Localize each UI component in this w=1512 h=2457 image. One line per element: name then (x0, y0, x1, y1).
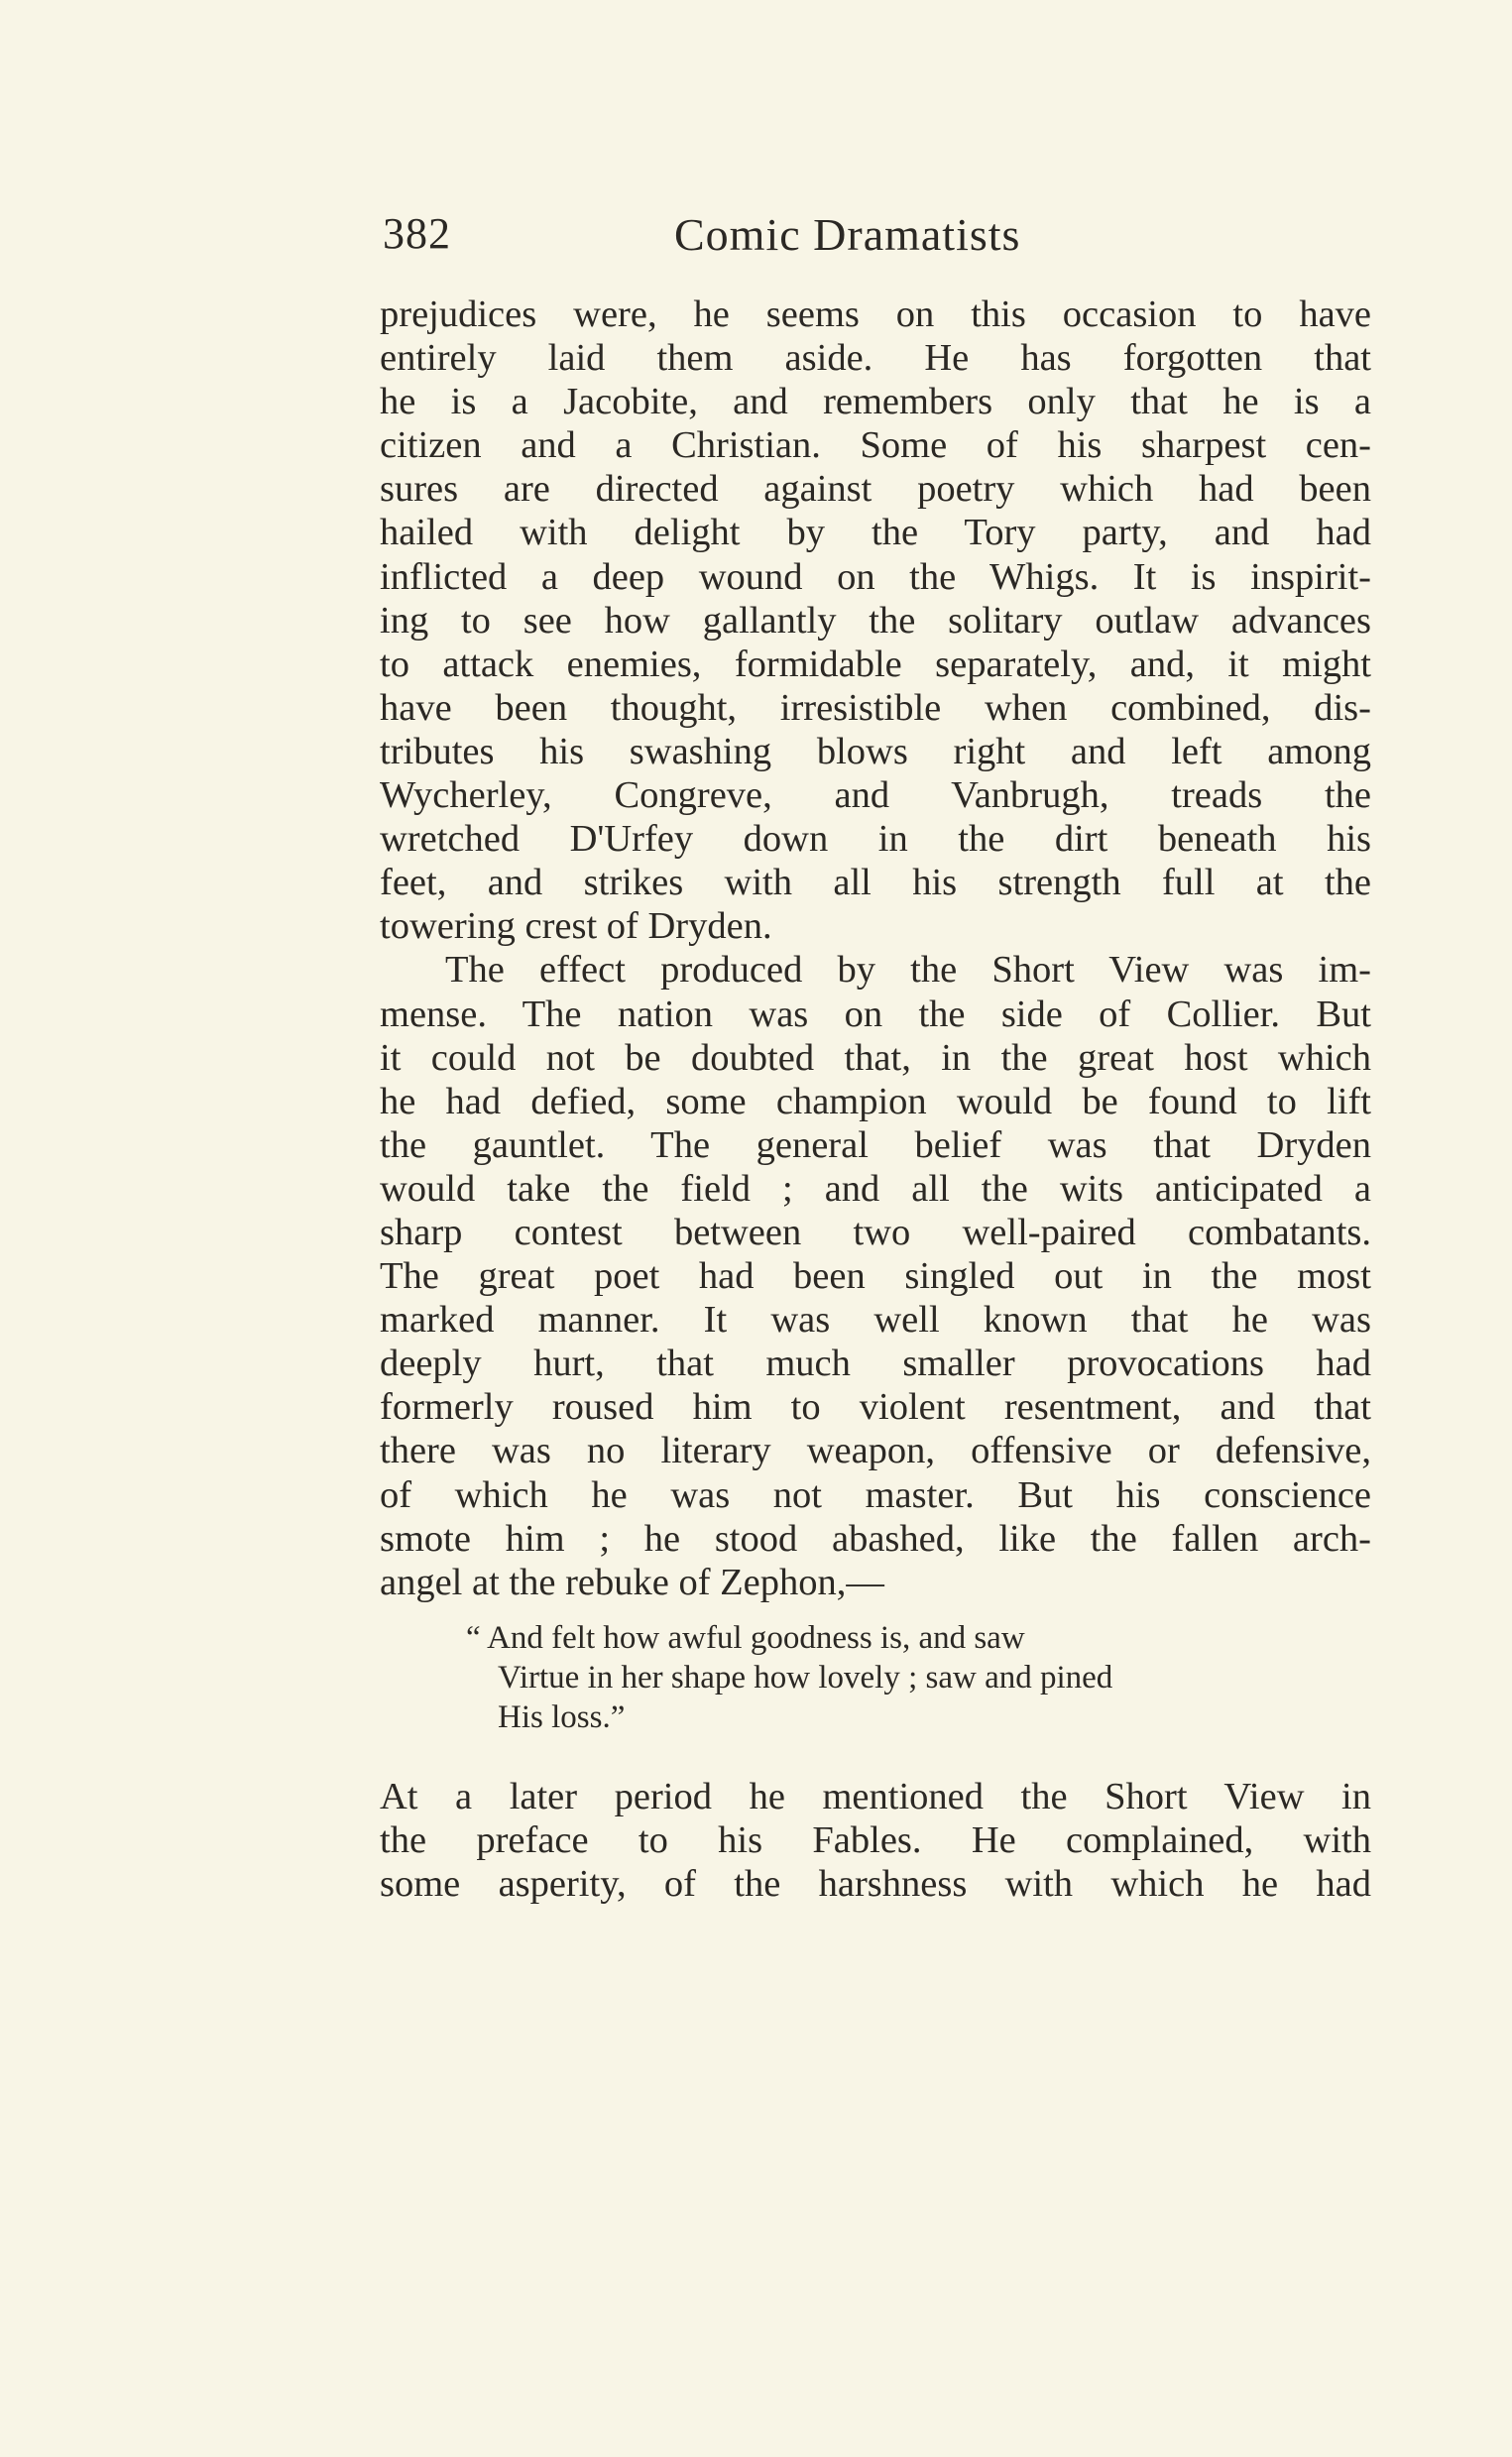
text-line: there was no literary weapon, offensive or defensive, (380, 1430, 1371, 1472)
text-line: wretched D'Urfey down in the dirt beneath his (380, 818, 1371, 861)
text-line: would take the field ; and all the wits anticipated a (380, 1167, 1371, 1210)
page-header (383, 208, 1374, 268)
text-line: hailed with delight by the Tory party, and had (380, 512, 1371, 554)
quotation-line: His loss.” (498, 1699, 626, 1735)
quotation-line: “ And felt how awful goodness is, and saw (466, 1620, 1025, 1656)
text-line: sharp contest between two well-paired combatants. (380, 1211, 1371, 1253)
block-quotation (466, 1618, 1358, 1737)
text-line: some asperity, of the harshness with which he had (380, 1863, 1371, 1906)
text-line: tributes his swashing blows right and left among (380, 730, 1371, 772)
text-line: smote him ; he stood abashed, like the fallen arch- (380, 1517, 1371, 1560)
text-line: The effect produced by the Short View was im- (445, 949, 1371, 992)
text-line: deeply hurt, that much smaller provocations had (380, 1343, 1371, 1385)
text-line: feet, and strikes with all his strength full at the (380, 862, 1371, 904)
text-line: formerly roused him to violent resentment, and that (380, 1386, 1371, 1429)
text-line: of which he was not master. But his conscience (380, 1473, 1371, 1516)
text-line: towering crest of Dryden. (380, 905, 772, 948)
page-number: 382 (383, 209, 451, 258)
text-line: ing to see how gallantly the solitary outlaw advances (380, 599, 1371, 642)
text-line: At a later period he mentioned the Short View in (380, 1776, 1371, 1817)
text-line: to attack enemies, formidable separately, and, it might (380, 643, 1371, 685)
text-line: prejudices were, he seems on this occasion to have (380, 293, 1371, 335)
body-text (380, 292, 1371, 1604)
text-line: the preface to his Fables. He complained, with (380, 1819, 1371, 1862)
text-line: Wycherley, Congreve, and Vanbrugh, treads the (380, 774, 1371, 817)
text-line: mense. The nation was on the side of Collier. But (380, 993, 1371, 1035)
running-title: Comic Dramatists (674, 209, 1021, 260)
text-line: the gauntlet. The general belief was that Dryden (380, 1123, 1371, 1166)
text-line: sures are directed against poetry which had been (380, 468, 1371, 511)
text-line: marked manner. It was well known that he was (380, 1299, 1371, 1342)
text-line: citizen and a Christian. Some of his sharpest cen- (380, 424, 1371, 467)
text-line: he had defied, some champion would be found to lift (380, 1080, 1371, 1122)
quotation-line: Virtue in her shape how lovely ; saw and pined (498, 1660, 1113, 1696)
text-line: have been thought, irresistible when combined, dis- (380, 686, 1371, 729)
text-line: The great poet had been singled out in the most (380, 1255, 1371, 1298)
text-line: entirely laid them aside. He has forgotten that (380, 337, 1371, 380)
text-line: it could not be doubted that, in the great host which (380, 1036, 1371, 1079)
body-text-continued (380, 1775, 1371, 1906)
text-line: angel at the rebuke of Zephon,— (380, 1561, 884, 1603)
text-line: he is a Jacobite, and remembers only that he is a (380, 381, 1371, 423)
text-line: inflicted a deep wound on the Whigs. It is inspirit- (380, 555, 1371, 598)
